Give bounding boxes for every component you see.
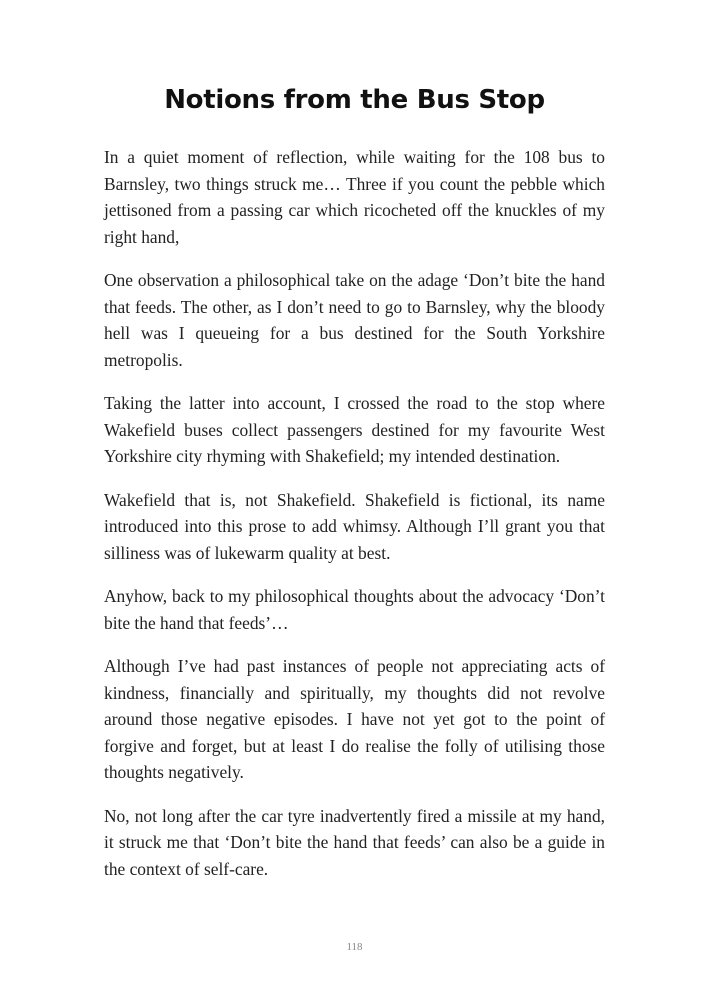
chapter-body [104, 144, 605, 899]
paragraph: Anyhow, back to my philosophical thoughts about the advocacy ‘Don’t bite the hand that feeds’… [104, 586, 605, 633]
page-number: 118 [346, 941, 363, 953]
paragraph: Wakefield that is, not Shakefield. Shakefield is fictional, its name introduced into this prose to add whimsy. Although I’ll grant you that silliness was of lukewarm quality at best. [104, 489, 605, 563]
paragraph: Taking the latter into account, I crossed the road to the stop where Wakefield buses collect passengers destined for my favourite West Yorkshire city rhyming with Shakefield; my intended destination. [104, 393, 605, 466]
paragraph: Although I’ve had past instances of people not appreciating acts of kindness, financially and spiritually, my thoughts did not revolve around those negative episodes. I have not yet got to the point of forgive and forget, but at least I do realise the folly of utilising those thoughts negatively. [104, 656, 605, 782]
paragraph: One observation a philosophical take on the adage ‘Don’t bite the hand that feeds. The other, as I don’t need to go to Barnsley, why the bloody hell was I queueing for a bus destined for the South Yorkshire metropolis. [104, 270, 605, 370]
chapter-title: Notions from the Bus Stop [164, 85, 545, 115]
paragraph: In a quiet moment of reflection, while waiting for the 108 bus to Barnsley, two things struck me… Three if you count the pebble which jettisoned from a passing car which ricocheted off the knuckles of my right hand, [104, 147, 605, 247]
paragraph: No, not long after the car tyre inadvertently fired a missile at my hand, it struck me that ‘Don’t bite the hand that feeds’ can also be a guide in the context of self-care. [104, 805, 605, 879]
